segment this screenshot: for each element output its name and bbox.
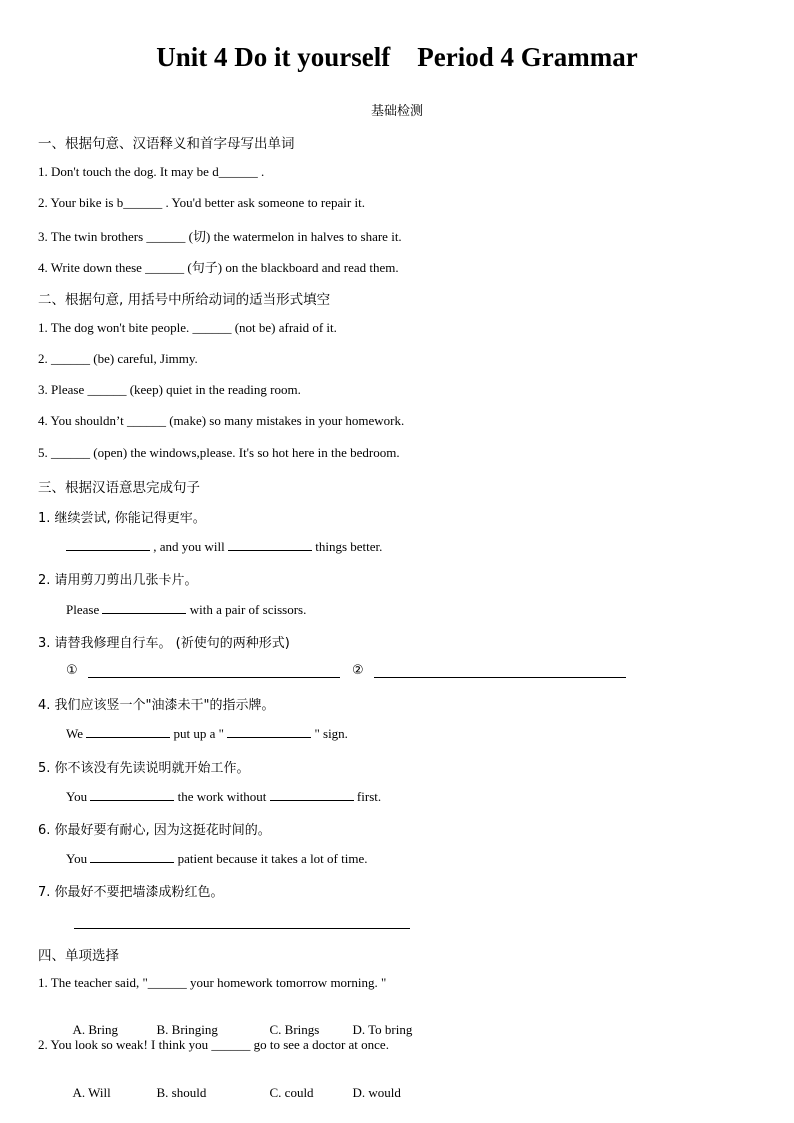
page-title: Unit 4 Do it yourself Period 4 Grammar: [156, 42, 638, 72]
section-heading-2: 二、根据句意, 用括号中所给动词的适当形式填空: [38, 292, 331, 308]
answer-blank[interactable]: [228, 538, 312, 551]
question-1-2: 2. Your bike is b______ . You'd better ask someone to repair it.: [38, 195, 365, 210]
question-1-3: 3. The twin brothers ______ (切) the watermelon in halves to share it.: [38, 229, 402, 244]
section-heading-3: 三、根据汉语意思完成句子: [38, 480, 200, 496]
section-heading-4: 四、单项选择: [38, 948, 119, 964]
option-a[interactable]: A. Bring: [72, 1022, 118, 1037]
question-4-1: 1. The teacher said, "______ your homework tomorrow morning. ": [38, 975, 387, 990]
question-3-5-prompt: 5. 你不该没有先读说明就开始工作。: [38, 761, 250, 776]
option-c[interactable]: C. Brings: [269, 1022, 320, 1037]
answer-blank[interactable]: [102, 601, 186, 614]
option-a[interactable]: A. Will: [72, 1085, 111, 1100]
answer-blank[interactable]: [270, 788, 354, 801]
question-4-2-options: [66, 1069, 401, 1101]
question-4-2: 2. You look so weak! I think you ______ go to see a doctor at once.: [38, 1037, 389, 1052]
question-3-4-answer: We put up a " " sign.: [66, 726, 348, 741]
question-3-5-answer: You the work without first.: [66, 789, 382, 804]
question-3-4-prompt: 4. 我们应该竖一个"油漆未干"的指示牌。: [38, 698, 275, 713]
question-3-1-answer: , and you will things better.: [66, 538, 382, 555]
answer-line-1[interactable]: [88, 676, 340, 678]
question-2-3: 3. Please ______ (keep) quiet in the reading room.: [38, 382, 301, 397]
question-3-3-marker-2: ②: [352, 663, 364, 678]
answer-blank[interactable]: [227, 725, 311, 738]
option-c[interactable]: C. could: [269, 1085, 314, 1100]
question-3-3-marker-1: ①: [66, 663, 78, 678]
question-2-2: 2. ______ (be) careful, Jimmy.: [38, 351, 198, 366]
question-2-1: 1. The dog won't bite people. ______ (not be) afraid of it.: [38, 320, 337, 335]
answer-line-7[interactable]: [74, 927, 410, 929]
answer-blank[interactable]: [86, 725, 170, 738]
answer-blank[interactable]: [90, 788, 174, 801]
question-2-5: 5. ______ (open) the windows,please. It's so hot here in the bedroom.: [38, 445, 400, 460]
option-d[interactable]: D. To bring: [352, 1022, 413, 1037]
question-2-4: 4. You shouldn’t ______ (make) so many mistakes in your homework.: [38, 413, 405, 428]
question-3-2-answer: Please with a pair of scissors.: [66, 602, 307, 617]
answer-line-2[interactable]: [374, 676, 626, 678]
question-3-1-prompt: 1. 继续尝试, 你能记得更牢。: [38, 511, 206, 526]
question-4-1-options: [66, 1006, 412, 1038]
option-d[interactable]: D. would: [352, 1085, 401, 1100]
question-3-6-prompt: 6. 你最好要有耐心, 因为这挺花时间的。: [38, 823, 271, 838]
question-3-2-prompt: 2. 请用剪刀剪出几张卡片。: [38, 573, 198, 588]
question-3-3-prompt: 3. 请替我修理自行车。 (祈使句的两种形式): [38, 636, 290, 651]
answer-blank[interactable]: [66, 538, 150, 551]
question-1-1: 1. Don't touch the dog. It may be d______ .: [38, 164, 265, 179]
option-b[interactable]: B. should: [156, 1085, 207, 1100]
option-b[interactable]: B. Bringing: [156, 1022, 218, 1037]
question-3-6-answer: You patient because it takes a lot of time.: [66, 851, 368, 866]
answer-blank[interactable]: [90, 850, 174, 863]
question-3-7-prompt: 7. 你最好不要把墙漆成粉红色。: [38, 885, 224, 900]
section-heading-1: 一、根据句意、汉语释义和首字母写出单词: [38, 136, 295, 152]
question-1-4: 4. Write down these ______ (句子) on the blackboard and read them.: [38, 260, 399, 275]
page-subtitle: 基础检测: [370, 104, 423, 119]
